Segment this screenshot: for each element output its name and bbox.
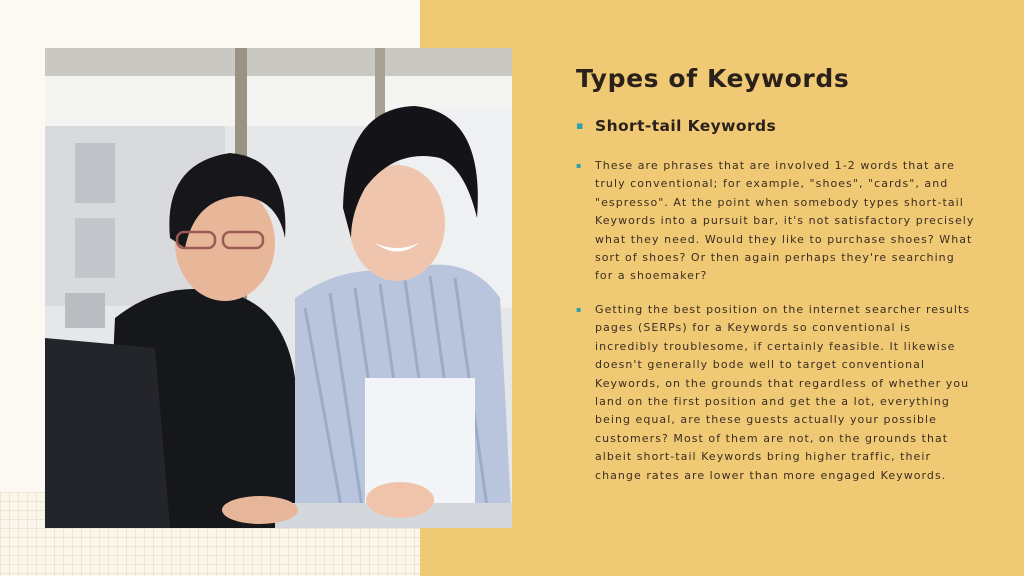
square-bullet-icon: ▪ (576, 305, 583, 314)
square-bullet-icon: ▪ (576, 119, 584, 132)
bullet-paragraph (576, 157, 976, 286)
subheading (576, 117, 776, 135)
slide-title: Types of Keywords (576, 64, 850, 93)
square-bullet-icon: ▪ (576, 161, 583, 170)
paragraph-text: Getting the best position on the internet searcher results pages (SERPs) for a Keywords so conventional is incredibly troublesome, if certainly feasible. It likewise doesn't generally bode well to target conventional Keywords, on the grounds that regardless of whether you land on the first position and get the a lot, everything being equal, are these guests actually your possible customers? Most of them are not, on the grounds that albeit short-tail Keywords bring higher traffic, their change rates are lower than more engaged Keywords. (595, 303, 971, 482)
paragraph-text: These are phrases that are involved 1-2 words that are truly conventional; for example, "shoes", "cards", and "espresso". At the point when somebody types short-tail Keywords into a pursuit bar, it's not satisfactory precisely what they need. Would they like to purchase shoes? What sort of shoes? Or then again perhaps they're searching for a shoemaker? (595, 159, 975, 283)
subheading-text: Short-tail Keywords (595, 117, 777, 135)
photo-women-at-laptop (45, 48, 512, 528)
bullet-paragraph (576, 301, 976, 485)
